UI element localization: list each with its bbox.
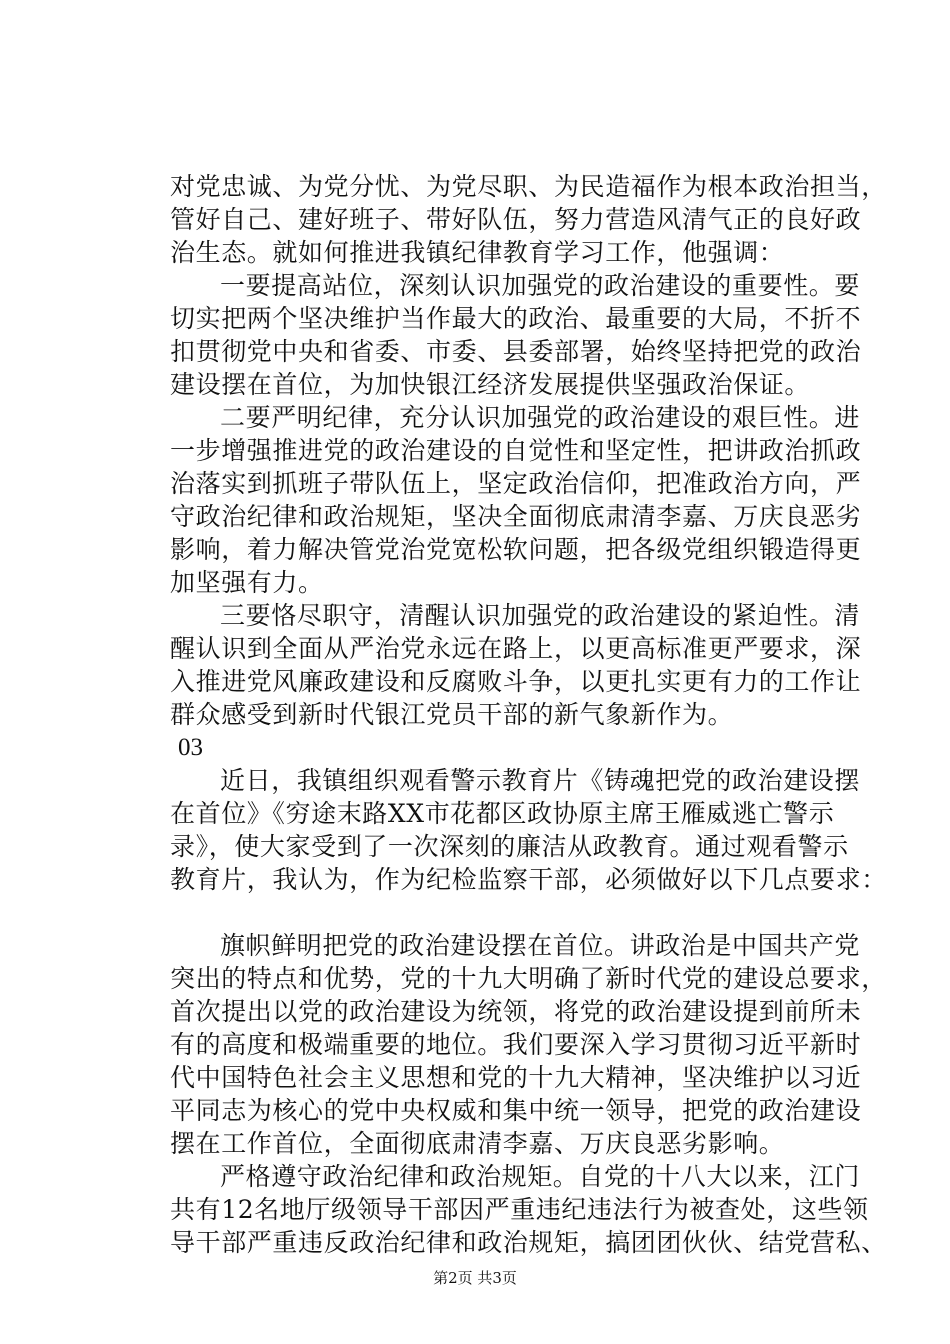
page-footer: 第2页 共3页 bbox=[433, 1269, 517, 1287]
text-line: 导干部严重违反政治纪律和政治规矩，搞团团伙伙、结党营私、 bbox=[170, 1228, 887, 1257]
text-line: 摆在工作首位，全面彻底肃清李嘉、万庆良恶劣影响。 bbox=[170, 1129, 785, 1158]
text-line: 治生态。就如何推进我镇纪律教育学习工作，他强调： bbox=[170, 238, 785, 267]
text-line: 共有12名地厅级领导干部因严重违纪违法行为被查处，这些领 bbox=[170, 1195, 869, 1224]
text-line: 录》，使大家受到了一次深刻的廉洁从政教育。通过观看警示 bbox=[170, 832, 849, 861]
paragraph-start-line: 旗帜鲜明把党的政治建设摆在首位。讲政治是中国共产党 bbox=[220, 931, 861, 960]
text-line: 切实把两个坚决维护当作最大的政治、最重要的大局，不折不 bbox=[170, 304, 862, 333]
paragraph-start-line: 严格遵守政治纪律和政治规矩。自党的十八大以来，江门 bbox=[220, 1162, 861, 1191]
text-line: 醒认识到全面从严治党永远在路上，以更高标准更严要求，深 bbox=[170, 634, 862, 663]
text-line: 有的高度和极端重要的地位。我们要深入学习贯彻习近平新时 bbox=[170, 1030, 862, 1059]
text-line: 加坚强有力。 bbox=[170, 568, 324, 597]
text-line: 影响，着力解决管党治党宽松软问题，把各级党组织锻造得更 bbox=[170, 535, 862, 564]
text-line: 首次提出以党的政治建设为统领，将党的政治建设提到前所未 bbox=[170, 997, 862, 1026]
text-line: 扣贯彻党中央和省委、市委、县委部署，始终坚持把党的政治 bbox=[170, 337, 862, 366]
text-line: 治落实到抓班子带队伍上，坚定政治信仰，把准政治方向，严 bbox=[170, 469, 862, 498]
paragraph-start-line: 近日，我镇组织观看警示教育片《铸魂把党的政治建设摆 bbox=[220, 766, 861, 795]
text-line: 一步增强推进党的政治建设的自觉性和坚定性，把讲政治抓政 bbox=[170, 436, 862, 465]
text-line: 在首位》《穷途末路XX市花都区政协原主席王雁威逃亡警示 bbox=[170, 799, 835, 828]
text-line: 入推进党风廉政建设和反腐败斗争，以更扎实更有力的工作让 bbox=[170, 667, 862, 696]
paragraph-start-line: 三要恪尽职守，清醒认识加强党的政治建设的紧迫性。清 bbox=[220, 601, 861, 630]
text-line: 突出的特点和优势，党的十九大明确了新时代党的建设总要求， bbox=[170, 964, 887, 993]
text-line: 对党忠诚、为党分忧、为党尽职、为民造福作为根本政治担当， bbox=[170, 172, 887, 201]
text-line: 建设摆在首位，为加快银江经济发展提供坚强政治保证。 bbox=[170, 370, 811, 399]
text-line: 群众感受到新时代银江党员干部的新气象新作为。 bbox=[170, 700, 734, 729]
paragraph-start-line: 二要严明纪律，充分认识加强党的政治建设的艰巨性。进 bbox=[220, 403, 861, 432]
text-line: 平同志为核心的党中央权威和集中统一领导，把党的政治建设 bbox=[170, 1096, 862, 1125]
text-line: 代中国特色社会主义思想和党的十九大精神，坚决维护以习近 bbox=[170, 1063, 862, 1092]
section-number: 03 bbox=[178, 734, 203, 761]
paragraph-start-line: 一要提高站位，深刻认识加强党的政治建设的重要性。要 bbox=[220, 271, 861, 300]
text-line: 管好自己、建好班子、带好队伍，努力营造风清气正的良好政 bbox=[170, 205, 862, 234]
text-line: 守政治纪律和政治规矩，坚决全面彻底肃清李嘉、万庆良恶劣 bbox=[170, 502, 862, 531]
text-line: 教育片，我认为，作为纪检监察干部，必须做好以下几点要求： bbox=[170, 865, 887, 894]
